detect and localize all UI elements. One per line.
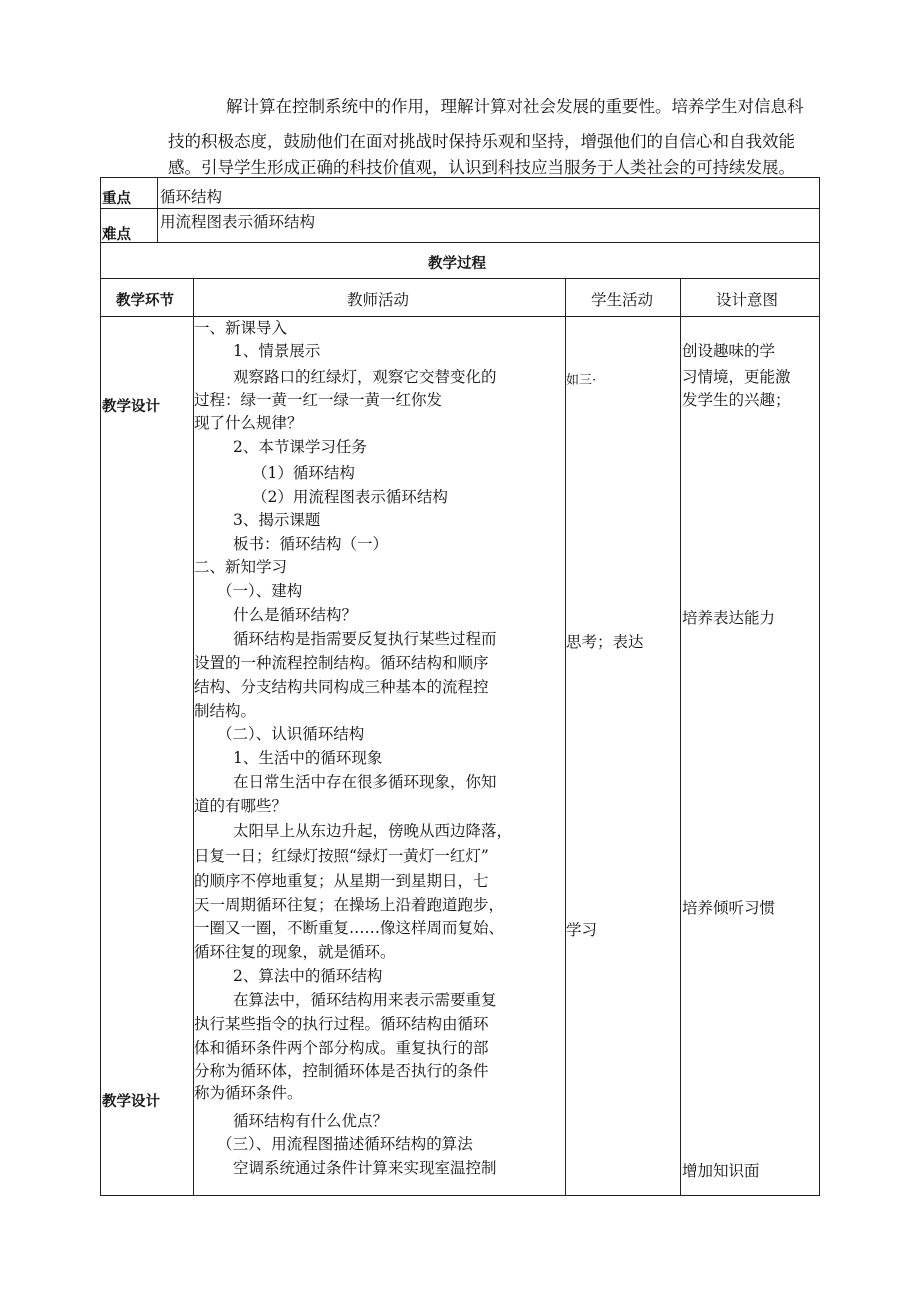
student-activity-3: 学习 xyxy=(566,921,598,939)
key-point-label: 重点 xyxy=(102,191,131,207)
teacher-line: 一、新课导入 xyxy=(194,319,288,337)
section-label-design-2: 教学设计 xyxy=(102,1094,160,1110)
teacher-line: 2、算法中的循环结构 xyxy=(233,967,383,985)
intent-3: 培养倾听习惯 xyxy=(682,899,776,917)
student-activity-1: 如三· xyxy=(566,373,597,388)
intro-line-3: 感。引导学生形成正确的科技价值观，认识到科技应当服务于人类社会的可持续发展。 xyxy=(168,158,795,177)
intent-2: 培养表达能力 xyxy=(682,609,776,627)
teacher-line: 在算法中，循环结构用来表示需要重复 xyxy=(233,991,497,1009)
table-line xyxy=(157,177,158,242)
teacher-line: 二、新知学习 xyxy=(194,558,288,576)
difficulty-label: 难点 xyxy=(102,227,131,243)
teacher-line: 体和循环条件两个部分构成。重复执行的部 xyxy=(194,1039,489,1057)
teacher-line: 的顺序不停地重复；从星期一到星期日，七 xyxy=(194,872,489,890)
difficulty-value: 用流程图表示循环结构 xyxy=(160,213,316,231)
table-border-bottom xyxy=(100,1195,820,1196)
header-intent: 设计意图 xyxy=(716,291,779,309)
table-line xyxy=(100,278,820,279)
teacher-line: 执行某些指令的执行过程。循环结构由循环 xyxy=(194,1015,489,1033)
teacher-line: 1、生活中的循环现象 xyxy=(233,749,383,767)
teacher-line: （一）、建构 xyxy=(217,582,303,600)
teacher-line: 3、揭示课题 xyxy=(233,511,321,529)
teacher-line: 2、本节课学习任务 xyxy=(233,438,367,456)
table-line xyxy=(565,278,566,1196)
intro-line-1: 解计算在控制系统中的作用，理解计算对社会发展的重要性。培养学生对信息科 xyxy=(226,97,804,116)
table-border-top xyxy=(100,177,820,178)
table-border-left xyxy=(100,177,101,1196)
teacher-line: 天一周期循环往复；在操场上沿着跑道跑步， xyxy=(194,896,505,914)
teacher-line: 过程：绿一黄一红一绿一黄一红你发 xyxy=(194,391,443,409)
intent-line: 创设趣味的学 xyxy=(682,342,776,360)
teacher-line: 循环往复的现象，就是循环。 xyxy=(194,943,396,961)
teacher-line: 道的有哪些？ xyxy=(194,797,288,815)
teacher-line: （三）、用流程图描述循环结构的算法 xyxy=(217,1135,473,1153)
key-point-value: 循环结构 xyxy=(160,188,223,206)
student-activity-2: 思考；表达 xyxy=(566,633,644,651)
teacher-line: 空调系统通过条件计算来实现室温控制 xyxy=(233,1159,497,1177)
section-label-design-1: 教学设计 xyxy=(102,399,160,415)
teacher-line: （二）、认识循环结构 xyxy=(217,725,365,743)
header-student: 学生活动 xyxy=(591,291,654,309)
table-line xyxy=(680,278,681,1196)
teacher-line: 1、情景展示 xyxy=(233,342,321,360)
intro-line-2: 技的积极态度，鼓励他们在面对挑战时保持乐观和坚持，增强他们的自信心和自我效能 xyxy=(168,132,795,151)
table-line xyxy=(100,242,820,243)
teacher-line: 一圈又一圈，不断重复……像这样周而复始、 xyxy=(194,919,505,937)
teacher-line: 现了什么规律？ xyxy=(194,414,303,432)
teacher-line: 循环结构是指需要反复执行某些过程而 xyxy=(233,630,497,648)
teacher-line: 日复一日；红绿灯按照“绿灯一黄灯一红灯” xyxy=(194,847,489,865)
header-teacher: 教师活动 xyxy=(347,291,410,309)
teacher-line: 结构、分支结构共同构成三种基本的流程控 xyxy=(194,678,489,696)
teacher-line: 观察路口的红绿灯，观察它交替变化的 xyxy=(233,368,497,386)
teacher-line: （2）用流程图表示循环结构 xyxy=(252,488,448,506)
teacher-line: 制结构。 xyxy=(194,702,257,720)
process-title: 教学过程 xyxy=(428,256,486,272)
teacher-line: 循环结构有什么优点？ xyxy=(233,1112,389,1130)
intent-line: 发学生的兴趣； xyxy=(682,391,791,409)
teacher-line: 称为循环条件。 xyxy=(194,1084,303,1102)
teacher-line: 板书：循环结构（一） xyxy=(233,535,389,553)
table-border-right xyxy=(819,177,820,1196)
teacher-line: （1）循环结构 xyxy=(252,464,355,482)
teacher-line: 在日常生活中存在很多循环现象，你知 xyxy=(233,773,497,791)
teacher-line: 分称为循环体，控制循环体是否执行的条件 xyxy=(194,1062,489,1080)
teacher-line: 太阳早上从东边升起，傍晚从西边降落， xyxy=(233,822,513,840)
intent-4: 增加知识面 xyxy=(682,1162,760,1180)
header-stage: 教学环节 xyxy=(116,293,174,309)
table-line xyxy=(100,208,820,209)
teacher-line: 设置的一种流程控制结构。循环结构和顺序 xyxy=(194,654,489,672)
intent-line: 习情境，更能激 xyxy=(682,368,791,386)
teacher-line: 什么是循环结构？ xyxy=(233,606,358,624)
